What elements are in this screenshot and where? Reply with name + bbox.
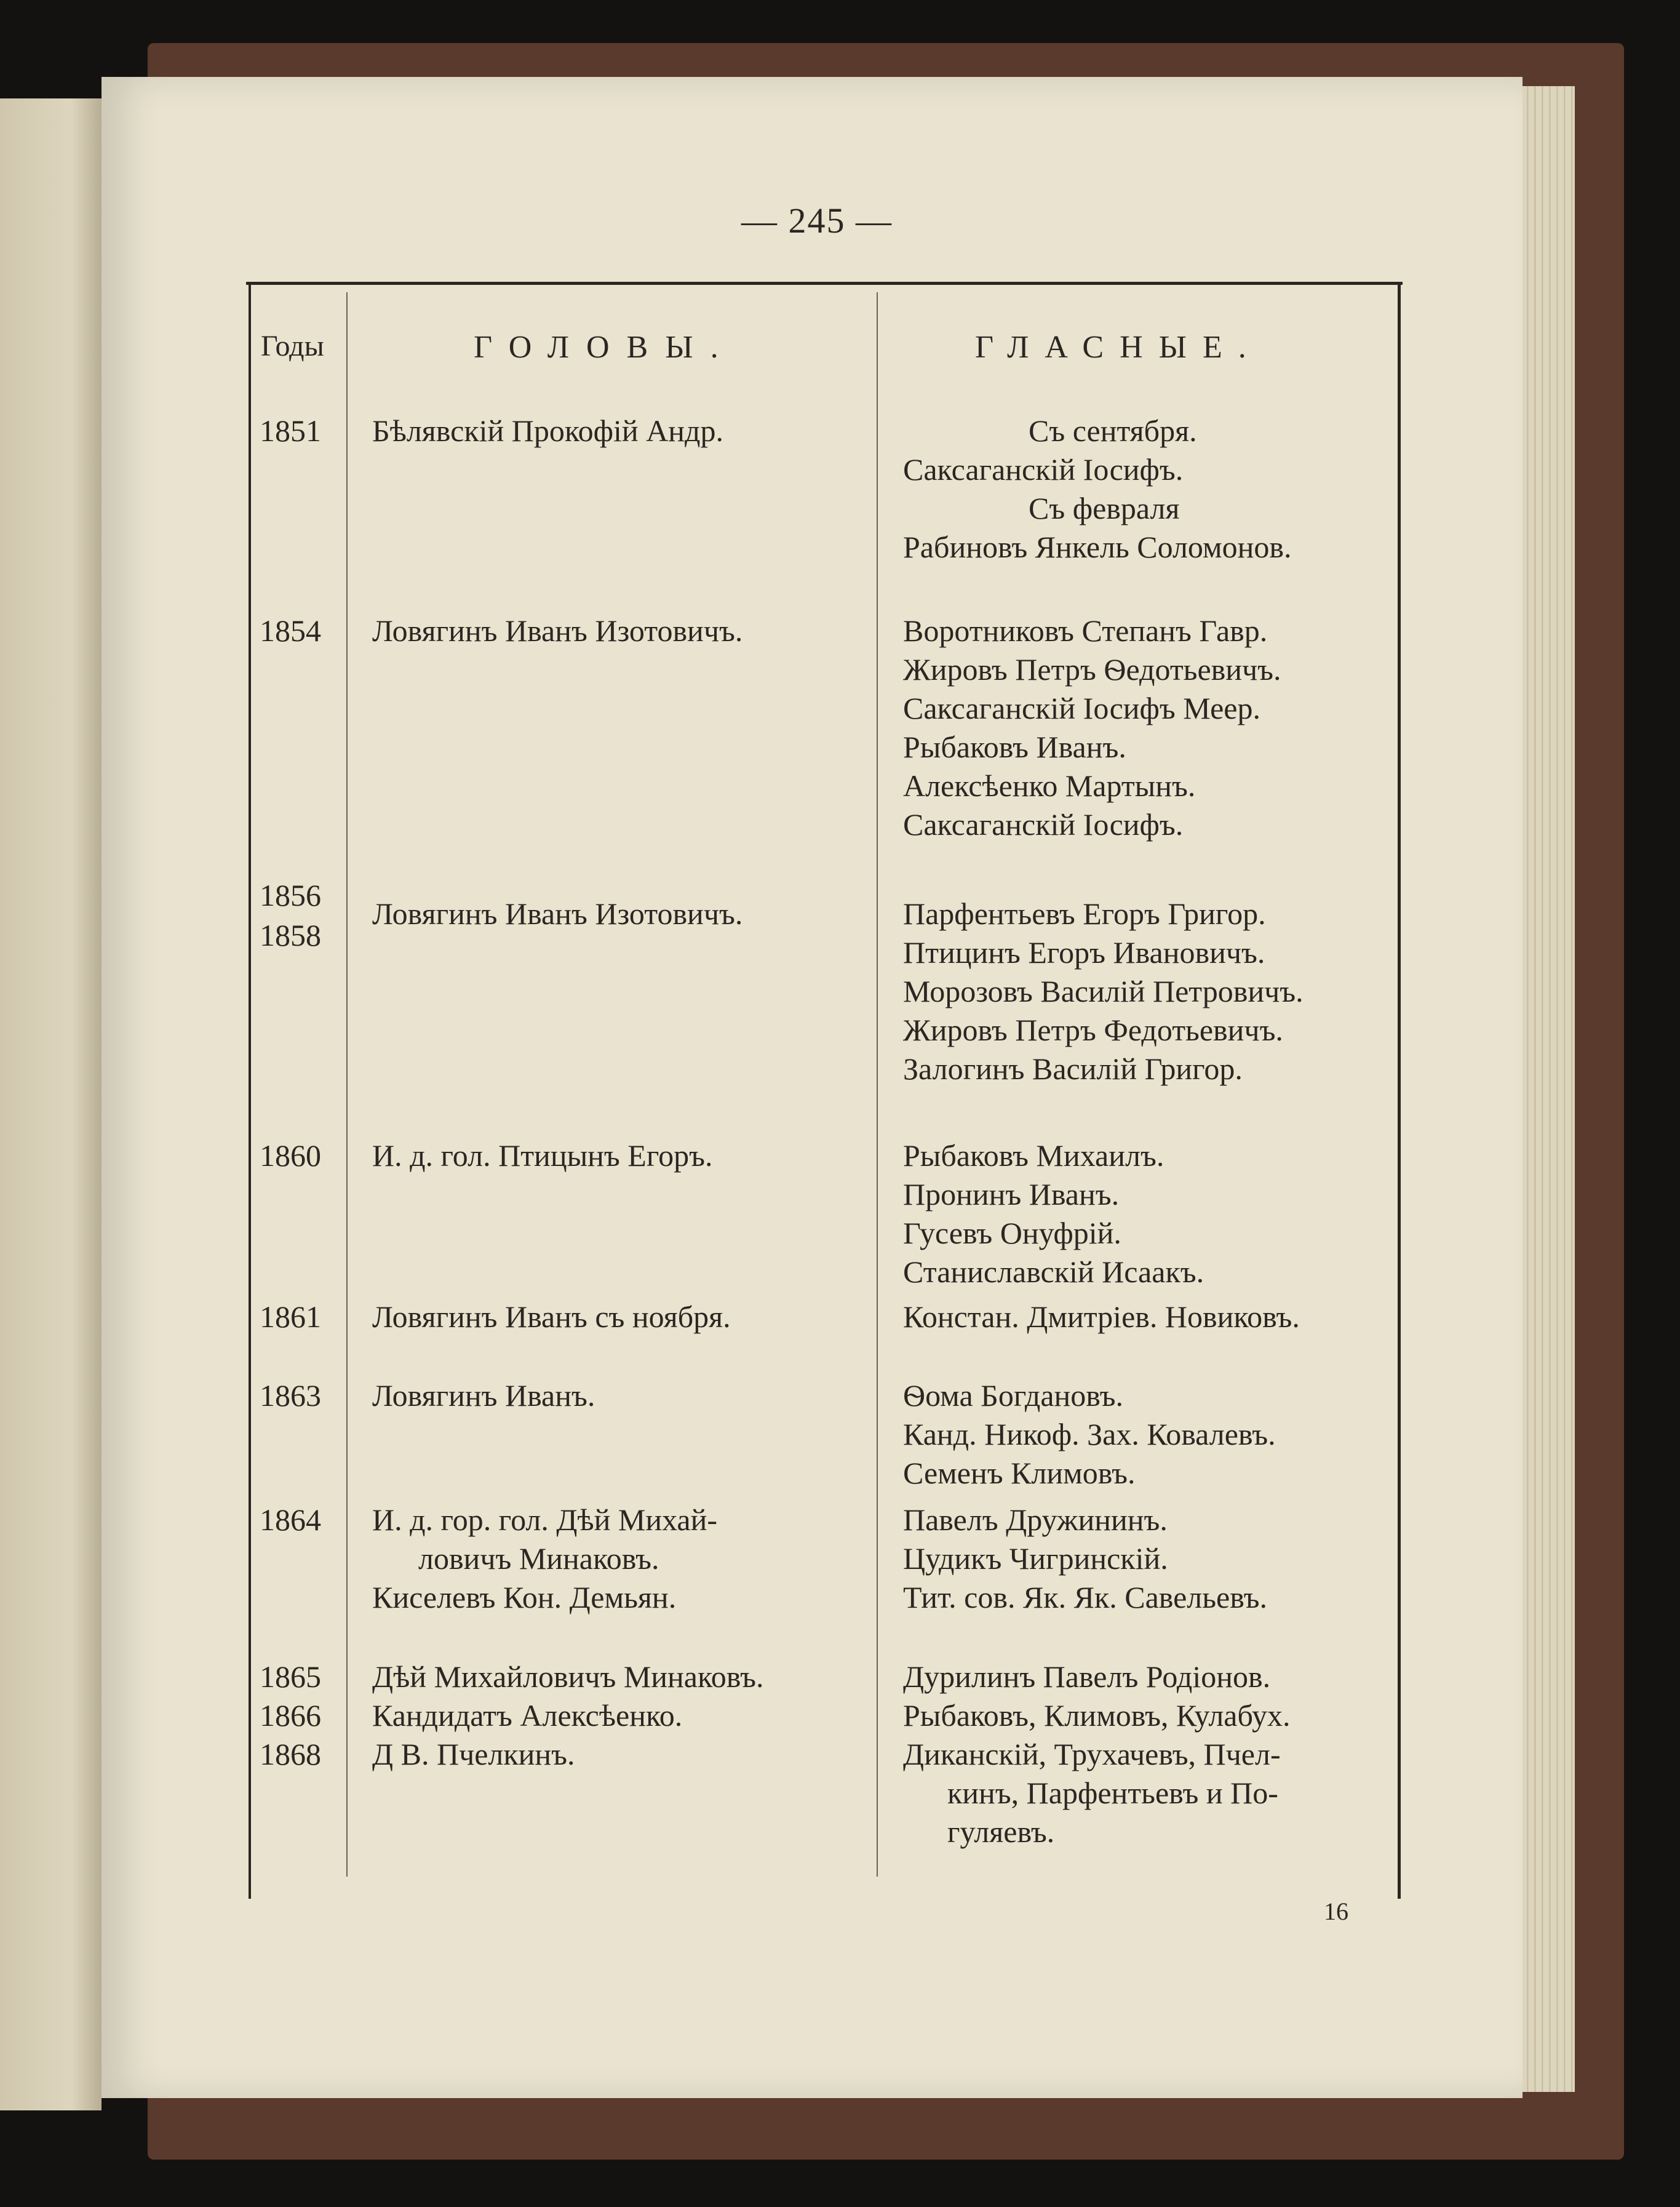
header-heads: ГОЛОВЫ. [474, 330, 736, 365]
sheet-number: 16 [1324, 1898, 1348, 1925]
row-head: Кандидатъ Алексѣенко. [372, 1698, 683, 1733]
row-council: Птицинъ Егоръ Ивановичъ. [903, 935, 1265, 970]
row-head: Ловягинъ Иванъ Изотовичъ. [372, 896, 743, 931]
row-council: Жировъ Петръ Федотьевичъ. [903, 1013, 1283, 1047]
row-council: Станиславскій Исаакъ. [903, 1255, 1204, 1289]
header-years: Годы [261, 330, 324, 362]
row-council: Канд. Никоф. Зах. Ковалевъ. [903, 1417, 1276, 1451]
row-council: Саксаганскій Іосифъ Меер. [903, 691, 1260, 725]
row-council: Ѳома Богдановъ. [903, 1378, 1123, 1413]
book-page [102, 77, 1523, 2098]
row-council: гуляевъ. [947, 1814, 1055, 1849]
row-council: Рыбаковъ, Климовъ, Кулабух. [903, 1698, 1291, 1733]
row-head: И. д. гор. гол. Дѣй Михай- [372, 1503, 718, 1537]
row-year: 1856 [260, 878, 321, 912]
row-year: 1865 [260, 1659, 321, 1694]
row-head: Бѣлявскій Прокофій Андр. [372, 413, 723, 448]
row-council: Воротниковъ Степанъ Гавр. [903, 613, 1268, 648]
row-year: 1864 [260, 1503, 321, 1537]
row-council: кинъ, Парфентьевъ и По- [947, 1776, 1278, 1810]
row-council: Залогинъ Василій Григор. [903, 1052, 1243, 1086]
row-council: Дурилинъ Павелъ Родіонов. [903, 1659, 1271, 1694]
row-year: 1861 [260, 1299, 321, 1334]
row-council: Семенъ Климовъ. [903, 1456, 1136, 1490]
table-left-rule [249, 282, 251, 1899]
row-head: ловичъ Минаковъ. [418, 1541, 659, 1576]
row-council: Гусевъ Онуфрій. [903, 1216, 1121, 1250]
row-council: Алексѣенко Мартынъ. [903, 768, 1196, 803]
row-year: 1860 [260, 1138, 321, 1173]
row-head: Ловягинъ Иванъ съ ноября. [372, 1299, 731, 1334]
row-council: Тит. сов. Як. Як. Савельевъ. [903, 1580, 1267, 1614]
row-council: Диканскій, Трухачевъ, Пчел- [903, 1737, 1281, 1771]
table-top-rule [246, 282, 1403, 285]
column-separator-council [877, 292, 878, 1877]
row-council: Жировъ Петръ Ѳедотьевичъ. [903, 652, 1281, 687]
row-council: Саксаганскій Іосифъ. [903, 807, 1184, 842]
row-year: 1868 [260, 1737, 321, 1771]
page-number: — 245 — [741, 201, 893, 241]
row-head: Киселевъ Кон. Демьян. [372, 1580, 677, 1614]
row-head: И. д. гол. Птицынъ Егоръ. [372, 1138, 713, 1173]
row-council: Парфентьевъ Егоръ Григор. [903, 896, 1266, 931]
row-head: Дѣй Михайловичъ Минаковъ. [372, 1659, 764, 1694]
row-council: Пронинъ Иванъ. [903, 1177, 1120, 1211]
row-council: Констан. Дмитріев. Новиковъ. [903, 1299, 1300, 1334]
row-council: Рыбаковъ Михаилъ. [903, 1138, 1164, 1173]
table-right-rule [1398, 282, 1401, 1899]
row-head: Ловягинъ Иванъ. [372, 1378, 595, 1413]
row-council: Морозовъ Василій Петровичъ. [903, 974, 1304, 1008]
row-council: Павелъ Дружининъ. [903, 1503, 1168, 1537]
row-year: 1858 [260, 918, 321, 952]
row-council-note: Съ сентября. [1029, 413, 1197, 448]
row-council: Саксаганскій Іосифъ. [903, 452, 1184, 487]
column-separator-years [346, 292, 348, 1877]
row-head: Ловягинъ Иванъ Изотовичъ. [372, 613, 743, 648]
row-council: Рабиновъ Янкель Соломонов. [903, 530, 1292, 564]
row-year: 1863 [260, 1378, 321, 1413]
row-council-note: Съ февраля [1029, 491, 1180, 525]
row-year: 1851 [260, 413, 321, 448]
row-council: Цудикъ Чигринскій. [903, 1541, 1168, 1576]
row-head: Д В. Пчелкинъ. [372, 1737, 575, 1771]
row-year: 1854 [260, 613, 321, 648]
left-page-edge [0, 98, 102, 2110]
header-council: ГЛАСНЫЕ. [975, 330, 1262, 365]
row-year: 1866 [260, 1698, 321, 1733]
row-council: Рыбаковъ Иванъ. [903, 730, 1126, 764]
